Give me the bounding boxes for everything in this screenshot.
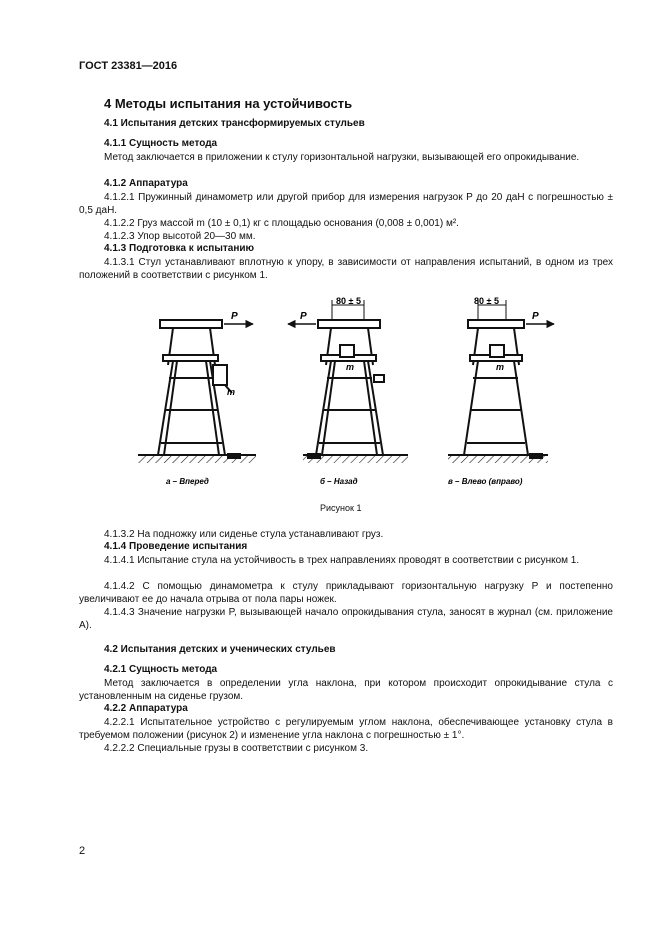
- paragraph-4-1-2-3: 4.1.2.3 Упор высотой 20—30 мм.: [104, 231, 256, 242]
- subsection-4-2-title: 4.2 Испытания детских и ученических стульев: [104, 644, 336, 655]
- page-number: 2: [79, 845, 86, 857]
- paragraph-4-2-2-2: 4.2.2.2 Специальные грузы в соответствии с рисунком 3.: [104, 743, 369, 754]
- subcaption-a: а – Вперед: [166, 477, 209, 486]
- figure-1-drawing: [128, 295, 568, 490]
- label-m-a: m: [227, 387, 236, 397]
- heading-4-1-4: 4.1.4 Проведение испытания: [104, 541, 248, 552]
- paragraph-4-1-2-2: 4.1.2.2 Груз массой m (10 ± 0,1) кг с площадью основания (0,008 ± 0,001) м².: [104, 218, 459, 229]
- paragraph-4-1-1: Метод заключается в приложении к стулу горизонтальной нагрузки, вызывающей его опрокидывание.: [104, 152, 580, 163]
- paragraph-4-1-4-2: 4.1.4.2 С помощью динамометра к стулу прикладывают горизонтальную нагрузку P и постепенно увеличивают ее до начала отрыва от пола пары ножек.: [79, 581, 613, 605]
- paragraph-4-2-1: Метод заключается в определении угла наклона, при котором происходит опрокидывание стула с установленным на сиденье грузом.: [79, 678, 613, 702]
- paragraph-4-1-4-1: 4.1.4.1 Испытание стула на устойчивость в трех направлениях проводят в соответствии с рисунком 1.: [104, 555, 580, 566]
- paragraph-4-1-3-2: 4.1.3.2 На подножку или сиденье стула устанавливают груз.: [104, 529, 384, 540]
- label-p-b: P: [300, 311, 307, 322]
- figure-caption: Рисунок 1: [320, 503, 362, 513]
- paragraph-4-1-4-3: 4.1.4.3 Значение нагрузки P, вызывающей начало опрокидывания стула, заносят в журнал (см. приложение А).: [79, 607, 613, 631]
- label-p-c: P: [532, 311, 539, 322]
- subcaption-b: б – Назад: [320, 477, 358, 486]
- paragraph-4-2-2-1: 4.2.2.1 Испытательное устройство с регулируемым углом наклона, обеспечивающее установку стула в требуемом положении (рисунок 2) и изменение угла наклона с погрешностью ± 1°.: [79, 717, 613, 741]
- heading-4-2-2: 4.2.2 Аппаратура: [104, 703, 188, 714]
- heading-4-1-3: 4.1.3 Подготовка к испытанию: [104, 243, 255, 254]
- dimension-b: 80 ± 5: [336, 296, 361, 306]
- label-m-b: m: [346, 362, 355, 372]
- dimension-c: 80 ± 5: [474, 296, 499, 306]
- paragraph-4-1-3-1: 4.1.3.1 Стул устанавливают вплотную к упору, в зависимости от направления испытаний, в одном из трех положений в соответствии с рисунком 1.: [79, 257, 613, 281]
- heading-4-2-1: 4.2.1 Сущность метода: [104, 664, 218, 675]
- subcaption-c: в – Влево (вправо): [448, 477, 523, 486]
- label-m-c: m: [496, 362, 505, 372]
- heading-4-1-2: 4.1.2 Аппаратура: [104, 178, 188, 189]
- label-p-a: P: [231, 311, 238, 322]
- paragraph-4-1-2-1: 4.1.2.1 Пружинный динамометр или другой прибор для измерения нагрузок P до 20 даН с погрешностью ± 0,5 даН.: [79, 192, 613, 216]
- subsection-4-1-title: 4.1 Испытания детских трансформируемых стульев: [104, 118, 365, 129]
- chair-b: [308, 300, 384, 458]
- heading-4-1-1: 4.1.1 Сущность метода: [104, 138, 218, 149]
- section-title: 4 Методы испытания на устойчивость: [104, 96, 353, 111]
- document-header: ГОСТ 23381—2016: [79, 60, 178, 72]
